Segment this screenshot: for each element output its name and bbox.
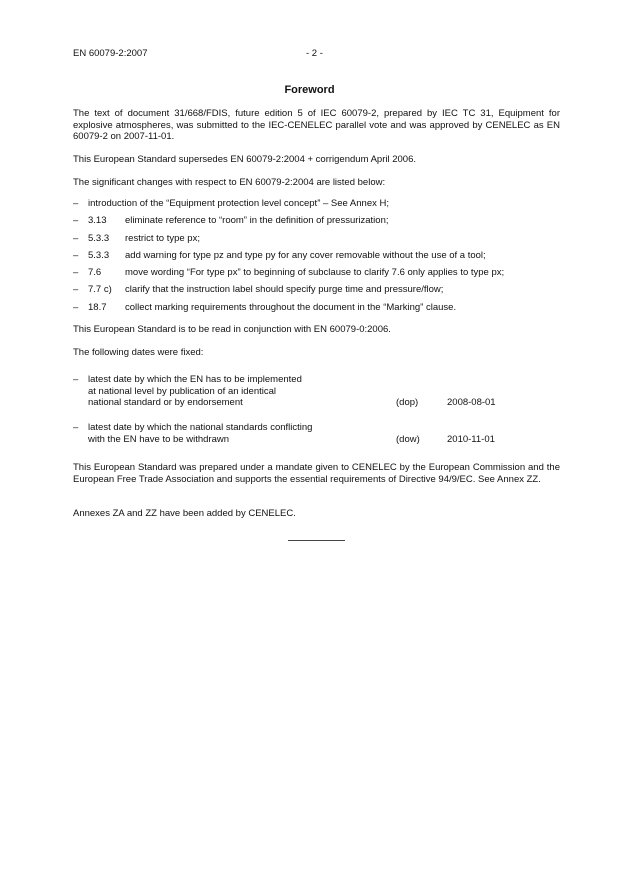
bullet-dash: –	[73, 267, 79, 279]
date-description-line: latest date by which the national standards conflicting	[88, 422, 313, 433]
date-description-line: latest date by which the EN has to be implemented	[88, 374, 302, 385]
date-description	[88, 374, 302, 409]
bullet-dash: –	[73, 232, 79, 244]
change-text: collect marking requirements throughout the document in the “Marking” clause.	[125, 301, 457, 313]
list-item	[73, 215, 560, 232]
conjunction-paragraph: This European Standard is to be read in conjunction with EN 60079-0:2006.	[73, 324, 391, 335]
mandate-paragraph: This European Standard was prepared under a mandate given to CENELEC by the European Commission and the European Free Trade Association and supports the essential requirements of Directive 94/9/EC. See Annex ZZ.	[73, 462, 560, 485]
list-item	[73, 233, 560, 250]
bullet-dash: –	[73, 284, 79, 296]
intro-paragraph: The text of document 31/668/FDIS, future edition 5 of IEC 60079-2, prepared by IEC TC 31, Equipment for explosive atmospheres, was submitted to the IEC-CENELEC parallel vote and was approved by CENELEC as EN 60079-2 on 2007-11-01.	[73, 108, 560, 142]
change-text: introduction of the “Equipment protection level concept” – See Annex H;	[88, 198, 390, 209]
date-description-line: at national level by publication of an identical	[88, 385, 277, 397]
bullet-dash: –	[73, 198, 79, 209]
clause-ref: 5.3.3	[88, 232, 110, 244]
date-item-dop	[73, 374, 560, 410]
date-description-line: with the EN have to be withdrawn	[88, 433, 229, 445]
clause-ref: 5.3.3	[88, 249, 110, 261]
list-item	[73, 250, 560, 267]
list-item	[73, 284, 560, 301]
change-text: move wording “For type px” to beginning of subclause to clarify 7.6 only applies to type px;	[125, 267, 505, 279]
clause-ref: 18.7	[88, 301, 107, 313]
change-text: restrict to type px;	[125, 232, 200, 244]
changes-list	[73, 198, 560, 319]
dates-intro-paragraph: The following dates were fixed:	[73, 347, 204, 358]
date-value: 2008-08-01	[447, 397, 496, 408]
date-description	[88, 422, 312, 445]
end-divider	[288, 540, 345, 541]
date-item-dow	[73, 422, 560, 446]
date-value: 2010-11-01	[447, 433, 495, 445]
header-document-id: EN 60079-2:2007	[73, 48, 148, 59]
list-item	[73, 267, 560, 284]
change-text: eliminate reference to “room” in the definition of pressurization;	[125, 215, 389, 227]
supersedes-paragraph: This European Standard supersedes EN 60079-2:2004 + corrigendum April 2006.	[73, 154, 417, 165]
change-text: clarify that the instruction label should specify purge time and pressure/flow;	[125, 284, 444, 296]
bullet-dash: –	[73, 422, 79, 433]
list-item	[73, 198, 560, 215]
change-text: add warning for type pz and type py for any cover removable without the use of a tool;	[125, 249, 486, 261]
list-item	[73, 302, 560, 319]
changes-intro-paragraph: The significant changes with respect to EN 60079-2:2004 are listed below:	[73, 177, 386, 188]
clause-ref: 3.13	[88, 215, 107, 227]
annexes-paragraph: Annexes ZA and ZZ have been added by CENELEC.	[73, 508, 296, 519]
clause-ref: 7.7 c)	[88, 284, 112, 296]
page-title: Foreword	[284, 84, 335, 96]
page-number: - 2 -	[306, 48, 323, 59]
date-abbreviation: (dop)	[396, 397, 419, 408]
bullet-dash: –	[73, 249, 79, 261]
bullet-dash: –	[73, 301, 79, 313]
clause-ref: 7.6	[88, 267, 102, 279]
bullet-dash: –	[73, 215, 79, 227]
date-description-line: national standard or by endorsement	[88, 397, 243, 408]
bullet-dash: –	[73, 374, 79, 385]
date-abbreviation: (dow)	[396, 433, 420, 445]
